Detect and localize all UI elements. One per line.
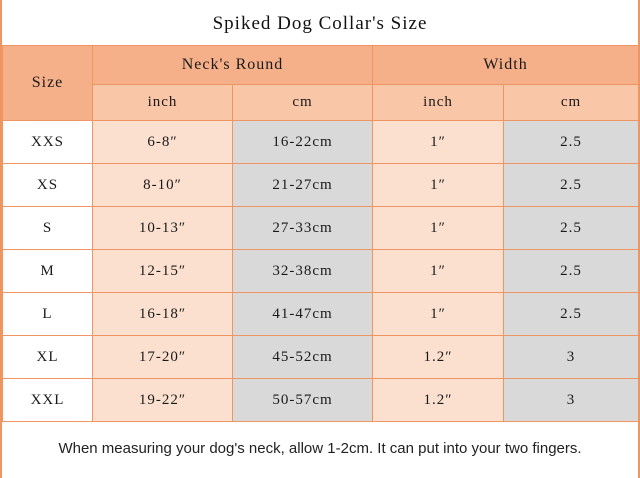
header-width: Width	[373, 46, 639, 85]
cell-width-inch: 1″	[373, 293, 504, 336]
cell-width-inch: 1.2″	[373, 379, 504, 422]
table-row	[3, 379, 639, 422]
table-row	[3, 207, 639, 250]
cell-size: XXL	[3, 379, 93, 422]
header-neck-round: Neck's Round	[93, 46, 373, 85]
cell-neck-inch: 17-20″	[93, 336, 233, 379]
cell-width-cm: 2.5	[504, 207, 639, 250]
cell-size: S	[3, 207, 93, 250]
cell-width-cm: 2.5	[504, 293, 639, 336]
cell-width-inch: 1″	[373, 207, 504, 250]
cell-width-cm: 2.5	[504, 164, 639, 207]
cell-neck-cm: 21-27cm	[233, 164, 373, 207]
cell-neck-inch: 6-8″	[93, 121, 233, 164]
cell-width-cm: 2.5	[504, 250, 639, 293]
cell-neck-inch: 10-13″	[93, 207, 233, 250]
cell-neck-cm: 45-52cm	[233, 336, 373, 379]
header-size: Size	[3, 46, 93, 121]
cell-width-inch: 1.2″	[373, 336, 504, 379]
cell-neck-cm: 32-38cm	[233, 250, 373, 293]
cell-neck-cm: 41-47cm	[233, 293, 373, 336]
cell-width-inch: 1″	[373, 164, 504, 207]
cell-size: M	[3, 250, 93, 293]
cell-neck-inch: 19-22″	[93, 379, 233, 422]
table-row	[3, 336, 639, 379]
measuring-note: When measuring your dog's neck, allow 1-2cm. It can put into your two fingers.	[58, 440, 582, 457]
header-width-inch: inch	[373, 85, 504, 121]
cell-neck-cm: 50-57cm	[233, 379, 373, 422]
page-title: Spiked Dog Collar's Size	[212, 13, 428, 34]
cell-neck-cm: 27-33cm	[233, 207, 373, 250]
cell-size: XXS	[3, 121, 93, 164]
table-row	[3, 250, 639, 293]
cell-width-inch: 1″	[373, 121, 504, 164]
table-row	[3, 293, 639, 336]
cell-width-cm: 2.5	[504, 121, 639, 164]
header-neck-cm: cm	[233, 85, 373, 121]
cell-width-inch: 1″	[373, 250, 504, 293]
cell-neck-cm: 16-22cm	[233, 121, 373, 164]
table-body	[3, 121, 639, 422]
cell-neck-inch: 8-10″	[93, 164, 233, 207]
header-width-cm: cm	[504, 85, 639, 121]
table-row	[3, 164, 639, 207]
table-header-row-groups	[3, 46, 639, 85]
cell-size: XS	[3, 164, 93, 207]
size-table	[2, 45, 639, 422]
cell-size: XL	[3, 336, 93, 379]
cell-size: L	[3, 293, 93, 336]
cell-width-cm: 3	[504, 336, 639, 379]
cell-neck-inch: 12-15″	[93, 250, 233, 293]
table-header	[3, 46, 639, 121]
cell-width-cm: 3	[504, 379, 639, 422]
cell-neck-inch: 16-18″	[93, 293, 233, 336]
table-header-row-units	[3, 85, 639, 121]
header-neck-inch: inch	[93, 85, 233, 121]
table-row	[3, 121, 639, 164]
